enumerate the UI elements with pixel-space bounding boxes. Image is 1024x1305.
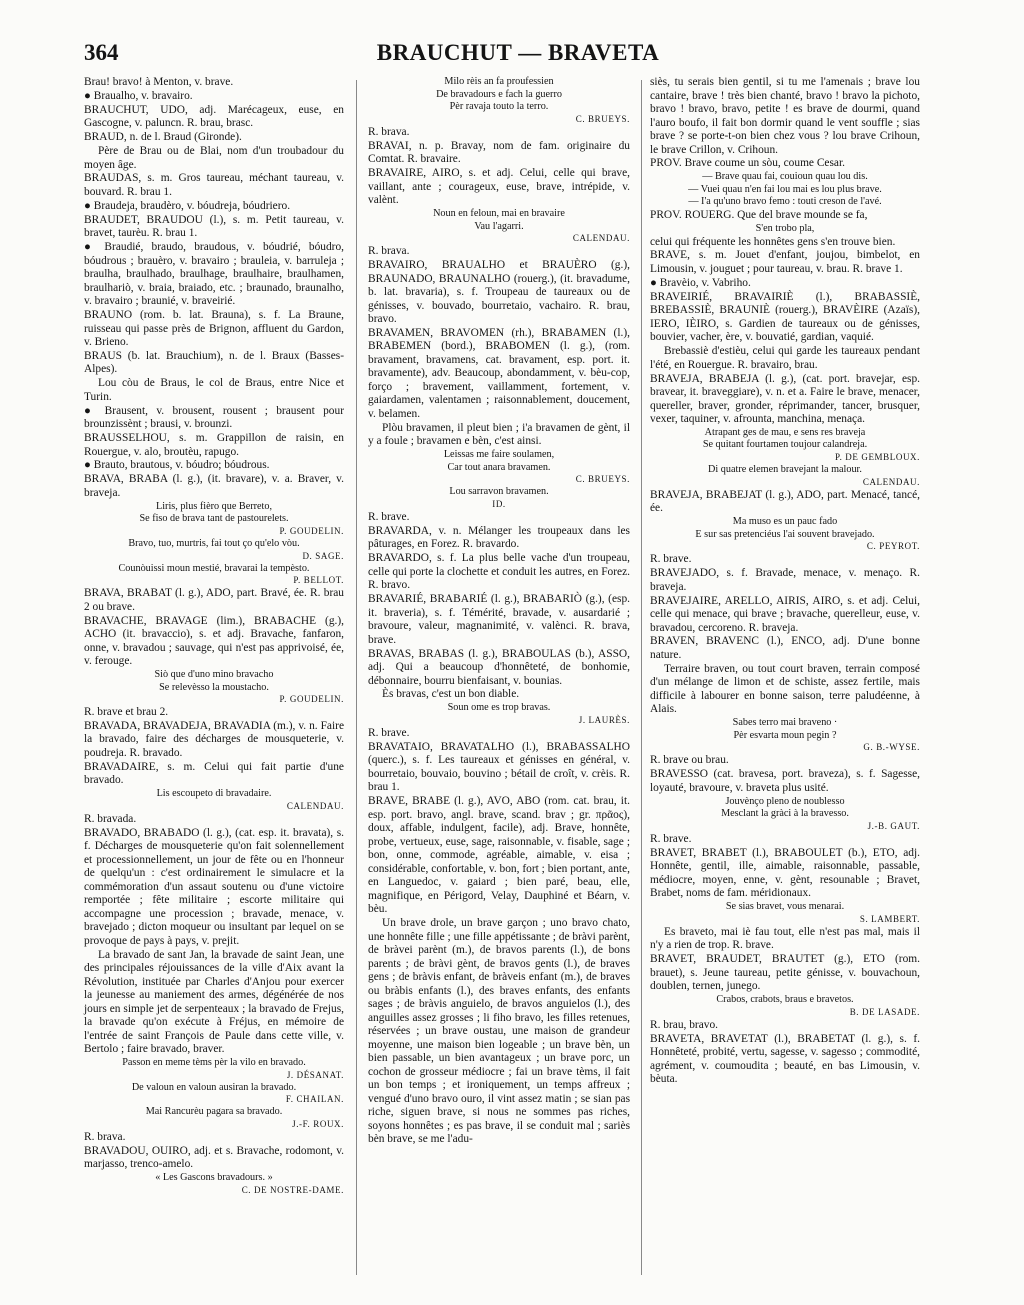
dictionary-entry: BRAVEIRIÉ, BRAVAIRIÈ (l.), BRABASSIÈ, BREBASSIÈ, BRAUNIÈ (rouerg.), BRAVÈIRE (Azaïs), IERO, IÈIRO, s. Gardien de taureaux ou de génisses, bouvier, vacher, ère, v. bouvatié, gardian, vaquié.: [650, 290, 920, 344]
dictionary-entry: BRAVEJAIRE, ARELLO, AIRIS, AIRO, s. et adj. Celui, celle qui menace, qui brave ; bravache, querelleur, euse, v. bravadou, cercoreno. R. braveja.: [650, 594, 920, 634]
dictionary-entry: BRAVARDO, s. f. La plus belle vache d'un troupeau, celle qui porte la clochette et conduit les autres, en Forez. R. bravo.: [368, 552, 630, 592]
dictionary-entry: Lou còu de Braus, le col de Braus, entre Nice et Turin.: [84, 377, 344, 403]
dictionary-entry: BRAUSSELHOU, s. m. Grappillon de raisin, en Rouergue, v. alo, broutèu, rapugo.: [84, 432, 344, 458]
dictionary-entry: BRAVEJA, BRABEJAT (l. g.), ADO, part. Menacé, tancé, ée.: [650, 488, 920, 515]
dictionary-entry: Brebassiè d'estièu, celui qui garde les taureaux pendant l'été, en Rouergue. R. bravairo, brau.: [650, 345, 920, 371]
dictionary-entry: R. brave et brau 2.: [84, 706, 169, 719]
citation-line: Ma muso es un pauc fado: [732, 516, 838, 528]
dictionary-entry: BRAUNO (rom. b. lat. Brauna), s. f. La Braune, ruisseau qui passe près de Brignon, affluent du Gardon, v. Brieno.: [84, 309, 344, 349]
citation-line: Leissas me faire soulamen,: [443, 449, 555, 461]
dictionary-entry: BRAVET, BRAUDET, BRAUTET (g.), ETO (rom. brauet), s. Jeune taureau, petite génisse, v. bouvachoun, doublen, ternen, junego.: [650, 953, 920, 993]
citation-line: Lou sarravon bravamen.: [449, 486, 549, 498]
citation-line: Milo rèis an fa proufessien: [444, 76, 554, 87]
dictionary-entry: BRAVAIRE, AIRO, s. et adj. Celui, celle qui brave, vaillant, ante ; courageux, euse, brave, intrépide, v. valènt.: [368, 167, 630, 207]
citation-line: Se relevèsso la moustacho.: [159, 681, 269, 693]
citation-line: Lis escoupeto di bravadaire.: [156, 788, 272, 800]
dictionary-entry: BRAVADOU, OUIRO, adj. et s. Bravache, rodomont, v. marjasso, trenco-amelo.: [84, 1144, 344, 1171]
citation-author: J.-B. GAUT.: [867, 820, 920, 831]
dictionary-entry: BRAVETA, BRAVETAT (l.), BRABETAT (l. g.), s. f. Honnêteté, probité, vertu, sagesse, v. sagesso ; commodité, agrément, v. coumoudita ; beauté, en bas Limousin, v. bèuta.: [650, 1032, 920, 1085]
citation-author: F. CHAILAN.: [285, 1094, 344, 1105]
page-header: [84, 40, 952, 72]
dictionary-entry: R. brave ou brau.: [650, 754, 729, 767]
citation-line: — Brave quau fai, couioun quau lou dis.: [702, 171, 868, 183]
citation-line: E sur sas pretenciéus l'ai souvent bravejado.: [695, 528, 875, 540]
dictionary-entry: R. brau, bravo.: [650, 1018, 719, 1031]
dictionary-entry: Es braveto, mai iè fau tout, elle n'est pas mal, mais il n'y a rien de trop. R. brave.: [650, 925, 920, 952]
citation-author: CALENDAU.: [862, 476, 920, 487]
citation-author: B. DE LASADE.: [849, 1006, 920, 1017]
dictionary-entry: R. bravada.: [84, 812, 137, 825]
column-3: [650, 76, 920, 1087]
running-title: BRAUCHUT — BRAVETA: [376, 40, 660, 65]
page-number: 364: [84, 40, 119, 65]
citation-line: De bravadours e fach la guerro: [436, 88, 562, 100]
citation-line: Siò que d'uno mino bravacho: [154, 668, 274, 680]
dictionary-entry: BRAVADA, BRAVADEJA, BRAVADIA (m.), v. n. Faire la bravado, faire des décharges de mousqueterie, v. poudreja. R. bravado.: [84, 719, 344, 759]
citation-author: P. BELLOT.: [293, 575, 344, 586]
citation-line: — Vuei quau n'en fai lou mai es lou plus brave.: [688, 183, 882, 195]
citation-line: De valoun en valoun ausiran la bravado.: [131, 1081, 297, 1093]
dictionary-entry: siès, tu serais bien gentil, si tu me l'amenais ; brave lou cantaire, brave ! très bien chanté, bravo ! bravo la pichoto, bravo ! bravo, bravo, petite ! es brave de dourmi, quand l'auro boufo, il fait bon dormir quand le vent souffle ; sias brave ? se porte-t-on bien chez vous ? lou brave Crihoun, le brave Crillon, v. Crihoun.: [650, 76, 920, 156]
dictionary-entry: ● Braudeja, braudèro, v. bóudreja, bóudriero.: [84, 199, 291, 212]
dictionary-entry: Brau! bravo! à Menton, v. brave.: [84, 76, 234, 88]
citation-line: Di quatre elemen bravejant la malour.: [708, 464, 862, 476]
dictionary-entry: PROV. ROUERG. Que del brave mounde se fa,: [650, 209, 868, 222]
citation-line: Atrapant ges de mau, e sens res braveja: [704, 426, 866, 438]
citation-line: Liris, plus fièro que Berreto,: [156, 500, 272, 512]
citation-line: Soun ome es trop bravas.: [447, 702, 551, 714]
citation-author: J.-F. ROUX.: [292, 1118, 344, 1129]
dictionary-entry: celui qui fréquente les honnêtes gens s'en trouve bien.: [650, 235, 896, 248]
dictionary-entry: BRAVESSO (cat. bravesa, port. braveza), s. f. Sagesse, loyauté, bravoure, v. braveta plus usité.: [650, 768, 920, 794]
citation-line: Pèr ravaja touto la terro.: [449, 101, 549, 113]
dictionary-entry: ● Braualho, v. bravairo.: [84, 89, 193, 102]
citation-author: C. BRUEYS.: [575, 474, 630, 485]
dictionary-entry: ● Brauto, brautous, v. bóudro; bóudrous.: [84, 459, 270, 472]
dictionary-entry: BRAVAS, BRABAS (l. g.), BRABOULAS (b.), ASSO, adj. Qui a beaucoup d'honnêteté, de bonhomie, débonnaire, bourru bienfaisant, v. bounias.: [368, 647, 630, 687]
citation-author: S. LAMBERT.: [859, 913, 920, 924]
dictionary-entry: BRAVAIRO, BRAUALHO et BRAUÈRO (g.), BRAUNADO, BRAUNALHO (rouerg.), (it. bravadume, b. lat. bravaria), s. f. Troupeau de taureaux ou de génisses, v. bouvado, bourretaio, vachairo. R. brau, bravo.: [368, 259, 630, 326]
dictionary-entry: BRAVAMEN, BRAVOMEN (rh.), BRABAMEN (l.), BRABEMEN (bord.), BRABOMEN (l. g.), (rom. bravament, bravamens, cat. bravament, esp. port. it. bravamente), adv. Beaucoup, abondamment, v. bèu-cop, forço ; bravement, vaillamment, fortement, v. gaiardamen, valentamen ; raisonnablement, doucement, v. belamen.: [368, 326, 630, 420]
dictionary-entry: BRAVACHE, BRAVAGE (lim.), BRABACHE (g.), ACHO (it. bravaccio), s. et adj. Bravache, fanfaron, onne, v. bravadou ; sauvage, qui n'est pas apprivoisé, ée, v. ferouge.: [84, 614, 344, 668]
dictionary-entry: BRAVEN, BRAVENC (l.), ENCO, adj. D'une bonne nature.: [650, 635, 920, 661]
citation-line: Sabes terro mai braveno ·: [732, 717, 838, 729]
citation-line: Passon en meme tèms pèr la vilo en bravado.: [122, 1057, 306, 1069]
dictionary-entry: Père de Brau ou de Blai, nom d'un troubadour du moyen âge.: [84, 145, 344, 171]
citation-author: ID.: [492, 498, 506, 509]
citation-line: S'en trobo pla,: [755, 222, 815, 234]
dictionary-entry: BRAUCHUT, UDO, adj. Marécageux, euse, en Gascogne, v. paluncn. R. brau, brasc.: [84, 103, 344, 130]
dictionary-entry: BRAVADAIRE, s. m. Celui qui fait partie d'une bravado.: [84, 760, 344, 787]
dictionary-entry: R. brava.: [84, 1130, 126, 1143]
citation-author: P. DE GEMBLOUX.: [834, 452, 920, 463]
dictionary-entry: Terraire braven, ou tout court braven, terrain composé d'un mélange de limon et de schiste, assez fertile, mais difficile à labourer en bonne saison, terre paludéenne, à Alais.: [650, 662, 920, 716]
citation-line: — I'a qu'uno bravo femo : touti creson de l'avé.: [688, 196, 882, 208]
dictionary-entry: ● Bravèio, v. Vabriho.: [650, 276, 751, 289]
dictionary-entry: R. brave.: [368, 726, 410, 739]
citation-author: C. DE NOSTRE-DAME.: [241, 1184, 344, 1195]
dictionary-entry: BRAUDET, BRAUDOU (l.), s. m. Petit taureau, v. bravet, taurèu. R. brau 1.: [84, 213, 344, 240]
dictionary-entry: BRAVA, BRABA (l. g.), (it. bravare), v. a. Braver, v. braveja.: [84, 473, 344, 499]
citation-line: Mesclant la gràci à la bravesso.: [721, 808, 849, 820]
citation-line: Crabos, crabots, braus e bravetos.: [716, 994, 854, 1006]
dictionary-entry: PROV. Brave coume un sòu, coume Cesar.: [650, 157, 845, 170]
dictionary-entry: BRAVET, BRABET (l.), BRABOULET (b.), ETO, adj. Honnête, gentil, ille, aimable, raisonnable, passable, médiocre, moyen, enne, v. gènt, resounable ; Bravet, Brabet, noms de fam. méridionaux.: [650, 846, 920, 900]
dictionary-entry: BRAUD, n. de l. Braud (Gironde).: [84, 131, 242, 144]
dictionary-entry: BRAUDAS, s. m. Gros taureau, méchant taureau, v. bouvard. R. brau 1.: [84, 172, 344, 198]
citation-line: Se quitant fourtamen toujour calandreja.: [702, 439, 868, 451]
column-divider: [356, 80, 357, 1275]
citation-line: Noun en feloun, mai en bravaire: [433, 207, 565, 219]
citation-line: Se fiso de brava tant de pastourelets.: [139, 513, 289, 525]
dictionary-entry: BRAVAI, n. p. Bravay, nom de fam. originaire du Comtat. R. bravaire.: [368, 139, 630, 166]
dictionary-entry: R. brave.: [368, 510, 410, 523]
column-divider: [641, 80, 642, 1275]
dictionary-entry: ● Braudié, braudo, braudous, v. bóudrié, bóudro, bóudrous ; brauèro, v. bravairo ; brauleia, v. barruleja ; braulha, braulhado, braulhage, braulhaire, braulhamen, braulhariò, v. braia, braiado, etc. ; braunado, braunalho, v. bravairo ; braunié, v. braveirié.: [84, 241, 344, 308]
dictionary-entry: BRAVADO, BRABADO (l. g.), (cat. esp. it. bravata), s. f. Décharges de mousqueterie qu'on fait solennellement et processionnellement, un jour de fête ou en l'honneur de quelqu'un : c'est ordinairement le simulacre et la commémoration d'un assaut soutenu ou d'une victoire remportée ; fête militaire ; escorte militaire qui accompagne une procession ; bravade, menace, v. bravejado ; dicton moqueur ou insultant par lequel on se provoque de pays à pays, v. prejit.: [84, 826, 344, 947]
citation-author: C. PEYROT.: [866, 541, 920, 552]
citation-author: CALENDAU.: [572, 233, 630, 244]
dictionary-entry: Ès bravas, c'est un bon diable.: [382, 688, 520, 701]
citation-author: P. GOUDELIN.: [279, 525, 344, 536]
dictionary-entry: BRAUS (b. lat. Brauchium), n. de l. Braux (Basses-Alpes).: [84, 349, 344, 376]
dictionary-entry: La bravado de sant Jan, la bravade de saint Jean, une des principales réjouissances de la ville d'Aix avant la Révolution, instituée par Charles d'Anjou pour exercer la jeunesse au maniement des armes, dégénérée de nos jours en simple jet de serpenteaux ; la bravado de Frejus, la bravade qu'on exécute à Fréjus, en mémoire de l'entrée de saint François de Paule dans cette ville, v. Bertolo ; faire bravado, braver.: [84, 948, 344, 1056]
dictionary-entry: ● Brausent, v. brousent, rousent ; brausent pour brounzissènt ; brausi, v. brounzi.: [84, 404, 344, 431]
citation-author: J. LAURÈS.: [578, 714, 630, 725]
dictionary-entry: R. brava.: [368, 125, 410, 138]
citation-line: Jouvènço pleno de noublesso: [725, 795, 845, 807]
citation-line: Vau l'agarri.: [474, 220, 524, 232]
column-2: [368, 76, 630, 1147]
dictionary-entry: BRAVARDA, v. n. Mélanger les troupeaux dans les pâturages, en Forez. R. bravardo.: [368, 524, 630, 551]
citation-line: Bravo, tuo, murtris, fai tout ço qu'elo vòu.: [128, 537, 300, 549]
dictionary-entry: BRAVEJA, BRABEJA (l. g.), (cat. port. bravejar, esp. bravear, it. braveggiare), v. n. et a. Faire le brave, menacer, quereller, braver, gronder, réprimander, tancer, brusquer, vexer, taquiner, v. afrounta, manchina, menaça.: [650, 372, 920, 425]
citation-author: J. DÉSANAT.: [286, 1069, 344, 1080]
citation-author: CALENDAU.: [286, 800, 344, 811]
citation-author: P. GOUDELIN.: [279, 694, 344, 705]
dictionary-entry: BRAVE, BRABE (l. g.), AVO, ABO (rom. cat. brau, it. esp. port. bravo, angl. brave, scand. brav ; gr. πρᾶος), doux, affable, indulgent, facile), adj. Brave, honnête, probe, vertueux, euse, sage, raisonnable, v. fisable, sage ; bon, onne, commode, agréable, aimable, v. eisa ; considérable, confortable, v. bon, fort ; bien portant, ante, en Languedoc, v. gaiard ; bien paré, beau, elle, magnifique, en Périgord, Velay, Dauphiné et Béarn, v. bèu.: [368, 795, 630, 916]
dictionary-entry: BRAVA, BRABAT (l. g.), ADO, part. Bravé, ée. R. brau 2 ou brave.: [84, 587, 344, 613]
dictionary-entry: Un brave drole, un brave garçon ; uno bravo chato, une honnête fille ; une fille appétissante ; de bràvi parènt, de bràvei parènt (m.), de bravos parents (l.), de bons parents ; de bràvi gènt, de bravos gents (l.), de braves gens ; de bràvis enfant, de bràveis enfant (m.), de braves ou bràbis enfants (l.), des braves enfants, des enfants sages ; de bràvis anguielo, de bravos anguielos (l.), des anguilles assez grosses ; li fiho bravo, les filles retenues, réservées ; un brave oustau, une maison de grandeur moyenne, une maison bien logeable ; un brave bèn, un bien passable, un bien avantageux ; un brave porc, un cochon de grosseur médiocre ; fai un brave tèms, il fait un bon temps ; et ironiquement, un temps affreux ; vengué d'uno bravo ouro, il vint assez matin ; se sian pas riche, siguen brave, si nous ne sommes pas riches, soyons honnêtes ; es pas brave, il se conduit mal ; sariès bèn brave, se me l'adu-: [368, 917, 630, 1146]
citation-line: Car tout anara bravamen.: [447, 461, 551, 473]
dictionary-entry: BRAVATAIO, BRAVATALHO (l.), BRABASSALHO (querc.), s. f. Les taureaux et génisses en général, v. bourretaio, bouvaio, bouvino ; bétail de croît, v. crèis. R. brau 1.: [368, 740, 630, 794]
citation-line: « Les Gascons bravadours. »: [155, 1172, 273, 1184]
dictionary-entry: Plòu bravamen, il pleut bien ; i'a bravamen de gènt, il y a foule ; bravamen e bèn, c'est ainsi.: [368, 421, 630, 448]
citation-line: Se sias bravet, vous menarai.: [725, 901, 845, 913]
citation-line: Mai Rancurèu pagara sa bravado.: [145, 1106, 283, 1118]
dictionary-entry: BRAVARIÉ, BRABARIÉ (l. g.), BRABARIÒ (g.), (esp. it. braveria), s. f. Témérité, bravade, v. ausardarié ; bravoure, valeur, magnanimité, v. valènci. R. brava, brave.: [368, 593, 630, 646]
citation-author: C. BRUEYS.: [575, 113, 630, 124]
dictionary-entry: BRAVEJADO, s. f. Bravade, menace, v. menaço. R. braveja.: [650, 567, 920, 593]
citation-author: G. B.-WYSE.: [863, 742, 920, 753]
column-1: [84, 76, 344, 1197]
dictionary-entry: R. brava.: [368, 245, 410, 258]
citation-line: Counòuissi moun mestié, bravarai la tempèsto.: [118, 562, 310, 574]
dictionary-entry: R. brave.: [650, 832, 692, 845]
dictionary-entry: BRAVE, s. m. Jouet d'enfant, joujou, bimbelot, en Limousin, v. jouguet ; pour taureau, v. brau. R. brave 1.: [650, 249, 920, 275]
citation-author: D. SAGE.: [302, 550, 344, 561]
dictionary-entry: R. brave.: [650, 553, 692, 566]
citation-line: Pèr esvarta moun pegin ?: [733, 729, 837, 741]
